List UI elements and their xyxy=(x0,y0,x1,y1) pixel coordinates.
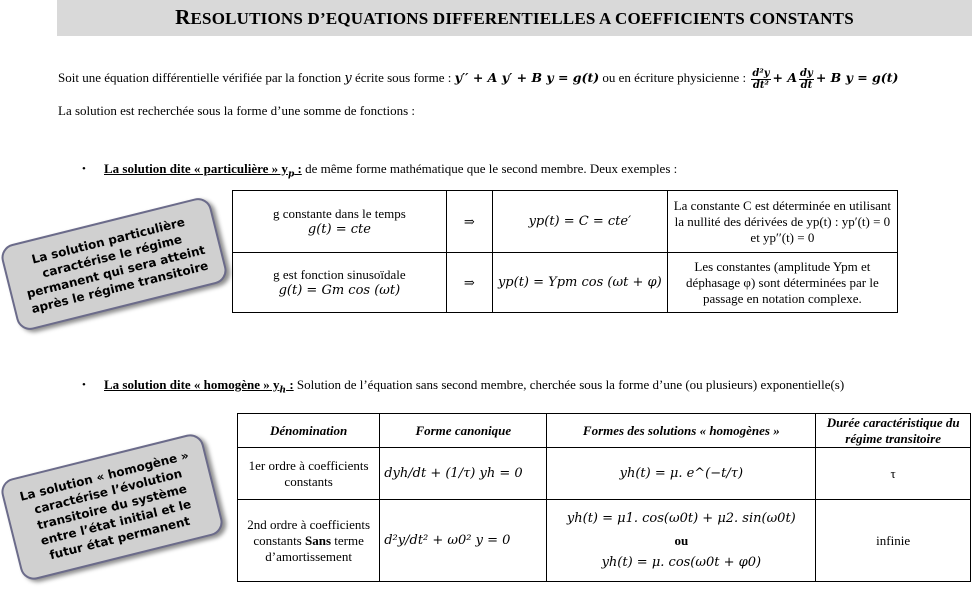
sol-cell: yh(t) = μ. e^(−t/τ) xyxy=(547,448,816,500)
cond-text: g constante dans le temps xyxy=(272,205,406,221)
frac1-den: dt² xyxy=(752,79,769,91)
callout-homogene: La solution « homogène » caractérise l’évolution transitoire du système entre l’état initial et le futur état permanent xyxy=(0,431,225,582)
homogene-table xyxy=(237,413,971,582)
particuliere-heading xyxy=(104,161,677,180)
forme-cell: d²y/dt² + ω0² y = 0 xyxy=(380,500,547,582)
nom-b: Sans xyxy=(305,532,332,548)
homogene-rest: Solution de l’équation sans second membre, cherchée sous la forme d’une (ou plusieurs) exponentielle(s) xyxy=(293,377,845,392)
intro-equation: y′′ + A y′ + B y = g(t) xyxy=(454,70,600,85)
sol-cell: yp(t) = Ypm cos (ωt + φ) xyxy=(492,253,667,313)
sol1: yh(t) = μ1. cos(ω0t) + μ2. sin(ω0t) xyxy=(566,510,796,526)
header-denomination: Dénomination xyxy=(238,414,380,448)
particuliere-label-sub: p xyxy=(287,169,295,180)
particuliere-label xyxy=(104,161,302,180)
particuliere-label-colon: : xyxy=(294,161,302,176)
intro-tail: + B y = g(t) xyxy=(815,70,899,85)
sol-cell xyxy=(547,500,816,582)
duree-cell: infinie xyxy=(816,500,971,582)
intro2-paragraph: La solution est recherchée sous la forme d’une somme de fonctions : xyxy=(58,103,416,118)
homogene-label-text: La solution dite « homogène » y xyxy=(104,377,280,392)
intro-text-b: écrite sous forme : xyxy=(351,70,455,85)
frac1-num: d²y xyxy=(752,67,770,79)
intro-mid-a: + A xyxy=(772,70,798,85)
nom-c: terme d’amortissement xyxy=(265,532,364,564)
forme-cell: dyh/dt + (1/τ) yh = 0 xyxy=(380,448,547,500)
homogene-label xyxy=(104,377,294,396)
particuliere-rest: de même forme mathématique que le second membre. Deux exemples : xyxy=(301,161,678,176)
page-title xyxy=(57,0,972,36)
intro-var-y: y xyxy=(344,71,352,86)
intro-text-c: ou en écriture physicienne : xyxy=(599,70,750,85)
frac2-num: dy xyxy=(800,67,813,79)
homogene-label-sub: h xyxy=(279,385,287,396)
arrow-cell: ⇒ xyxy=(446,191,492,253)
table-row xyxy=(233,253,898,313)
table-row xyxy=(238,448,971,500)
bullet-particuliere: • xyxy=(82,163,86,175)
table-row xyxy=(238,500,971,582)
homogene-heading xyxy=(104,377,844,396)
title-initial: R xyxy=(175,5,191,29)
frac-d2y-dt2 xyxy=(751,68,770,91)
header-formes-solutions: Formes des solutions « homogènes » xyxy=(547,414,816,448)
intro-text-a: Soit une équation différentielle vérifiée par la fonction xyxy=(58,70,345,85)
nom-cell: 1er ordre à coefficients constants xyxy=(238,448,380,500)
sol-ou: ou xyxy=(674,532,689,548)
frac-dy-dt xyxy=(799,68,814,91)
cond-cell xyxy=(233,253,447,313)
homogene-label-colon: : xyxy=(286,377,294,392)
cond-eq: g(t) = cte xyxy=(307,221,371,237)
arrow-cell: ⇒ xyxy=(446,253,492,313)
particuliere-label-text: La solution dite « particulière » y xyxy=(104,161,288,176)
frac2-den: dt xyxy=(800,79,813,91)
header-forme-canonique: Forme canonique xyxy=(380,414,547,448)
table-header-row xyxy=(238,414,971,448)
nom-a: 2nd ordre à coefficients constants xyxy=(247,516,371,548)
sol2: yh(t) = μ. cos(ω0t + φ0) xyxy=(601,554,762,570)
title-rest: ESOLUTIONS D’EQUATIONS DIFFERENTIELLES A COEFFICIENTS CONSTANTS xyxy=(190,9,854,28)
table-row xyxy=(233,191,898,253)
nom-cell xyxy=(238,500,380,582)
header-duree: Durée caractéristique du régime transitoire xyxy=(816,414,971,448)
cond-eq: g(t) = Gm cos (ωt) xyxy=(278,282,401,298)
bullet-homogene: • xyxy=(82,379,86,391)
intro-paragraph xyxy=(58,64,958,93)
callout-particuliere: La solution particulière caractérise le régime permanent qui sera atteint après le régime transitoire xyxy=(0,195,229,333)
particuliere-table xyxy=(232,190,898,313)
cond-cell xyxy=(233,191,447,253)
cond-text: g est fonction sinusoïdale xyxy=(273,266,406,282)
duree-cell: τ xyxy=(816,448,971,500)
note-cell: Les constantes (amplitude Ypm et déphasage φ) sont déterminées par le passage en notation complexe. xyxy=(667,253,897,313)
sol-cell: yp(t) = C = cte′ xyxy=(492,191,667,253)
note-cell: La constante C est déterminée en utilisant la nullité des dérivées de yp(t) : yp′(t) = 0 et yp′′(t) = 0 xyxy=(667,191,897,253)
